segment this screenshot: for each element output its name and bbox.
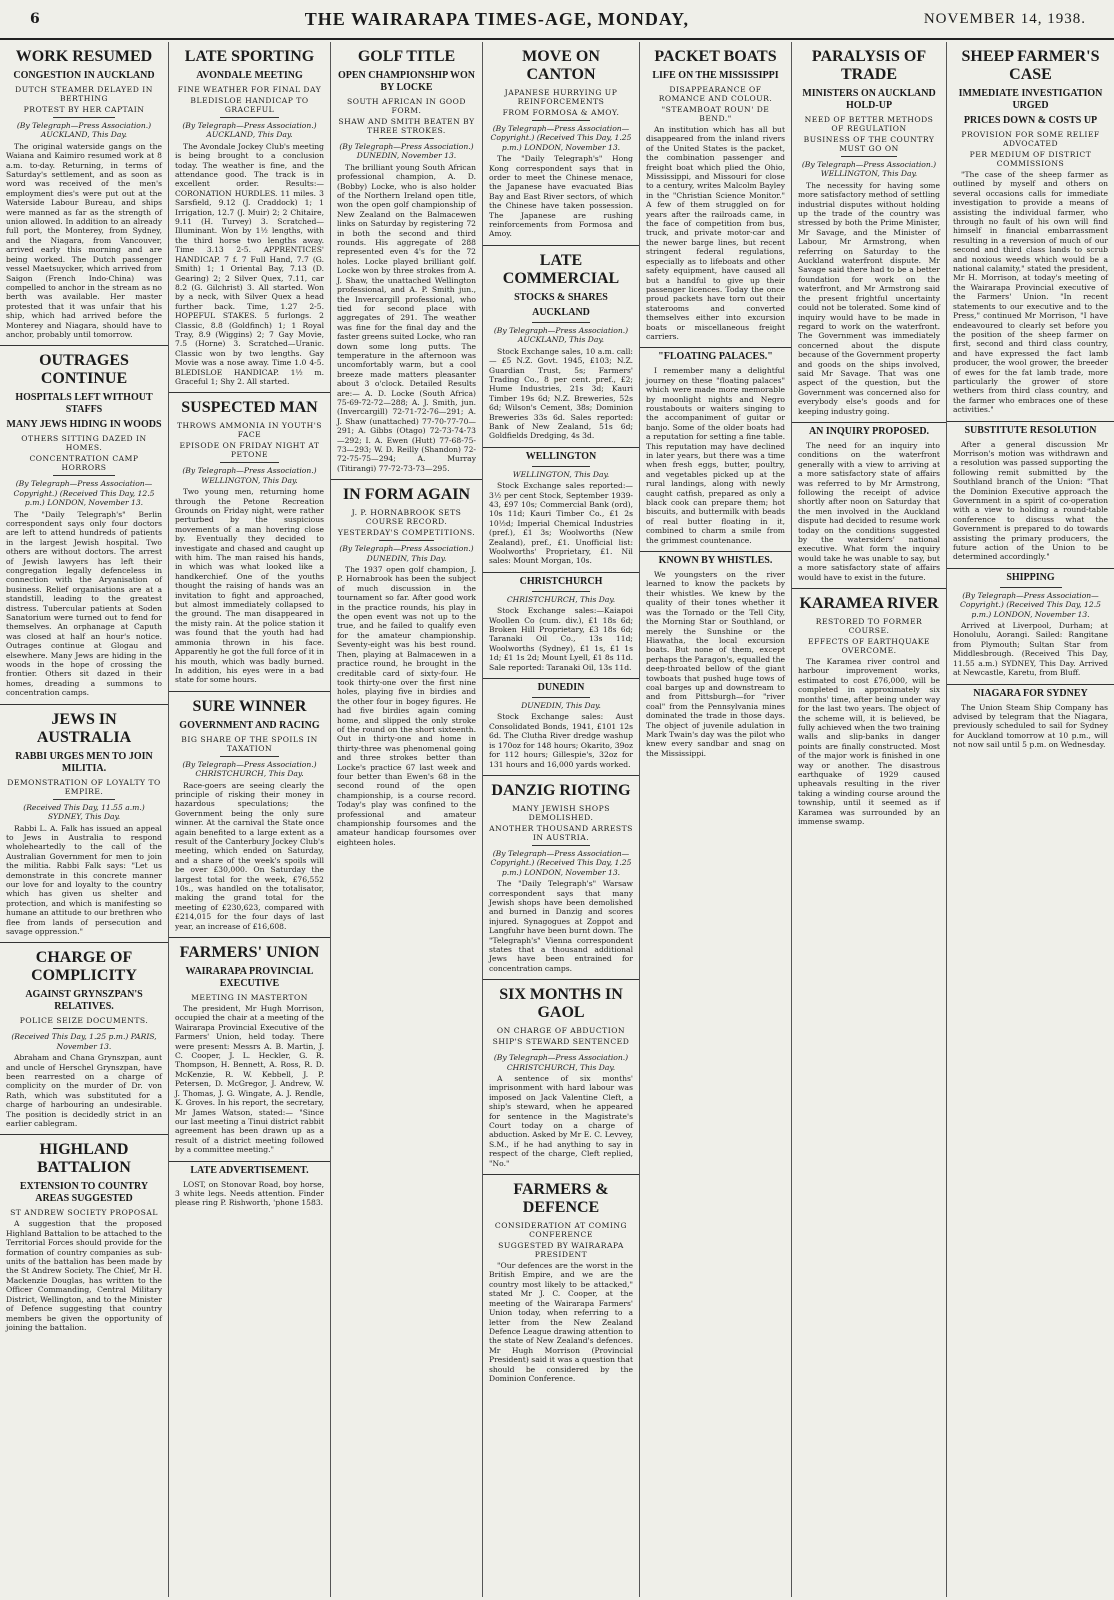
article — [953, 684, 1108, 750]
columns-container — [0, 42, 1114, 1600]
headline: IN FORM AGAIN — [342, 486, 471, 504]
headline: CHARGE OF COMPLICITY — [31, 949, 137, 985]
deck: DISAPPEARANCE OF ROMANCE AND COLOUR. — [658, 85, 773, 103]
headline: LATE COMMERCIAL — [502, 251, 620, 287]
dateline: (By Telegraph—Press Association.) CHRISTCHURCH, This Day. — [182, 759, 317, 779]
article-body: The "Daily Telegraph's" Hong Kong correspondent says that in order to meet the Chinese menace, the Japanese have evacuated Bias Bay and East River sectors, of which the Chinese have taken possession. The Japanese are rushing reinforcements from Formosa and Amoy. — [489, 154, 633, 239]
article-body: Stock Exchange sales, 10 a.m. call:— £5 N.Z. Govt. 1945, £103; N.Z. Guardian Trust, 5s; Farmers' Trading Co., 8 per cent. pref., £2; Hume Industries, 21s 3d; Kauri Timber 19s 6d; N.Z. Breweries, 52s 6d; Wilson's Cement, 38s; Dominion Breweries 33s 6d. Sales reported: Bank of New Zealand, 51s 6d; Goldfields Dredging, 4s 3d. — [489, 346, 633, 441]
article-divider — [0, 1134, 168, 1135]
deck-secondary: BLEDISLOE HANDICAP TO GRACEFUL — [190, 96, 309, 114]
dateline: (By Telegraph—Press Association.) CHRISTCHURCH, This Day. — [493, 1053, 629, 1072]
article — [489, 245, 633, 441]
article — [953, 568, 1108, 678]
rule — [53, 799, 115, 800]
deck-secondary: CONCENTRATION CAMP HORRORS — [29, 454, 139, 473]
dateline: (By Telegraph—Press Association—Copyright.) (Received This Day, 1.25 p.m.) LONDON, November 13. — [490, 124, 632, 152]
dateline: (Received This Day, 11.55 a.m.) SYDNEY, This Day. — [23, 802, 145, 822]
article-divider — [792, 422, 946, 423]
dateline: (By Telegraph—Press Association.) AUCKLAND, This Day. — [493, 325, 629, 345]
article — [6, 704, 162, 937]
article — [489, 979, 633, 1168]
dateline: (By Telegraph—Press Association.) DUNEDIN, November 13. — [339, 142, 474, 161]
dateline: (By Telegraph—Press Association—Copyright.) (Received This Day, 12.5 p.m.) LONDON, November 13. — [960, 590, 1101, 619]
deck: PROVISION FOR SOME RELIEF ADVOCATED — [961, 130, 1100, 148]
deck: JAPANESE HURRYING UP REINFORCEMENTS — [504, 88, 618, 106]
headline: GOLF TITLE — [357, 48, 456, 65]
article-divider — [0, 345, 168, 346]
headline: PARALYSIS OF TRADE — [811, 48, 927, 83]
subheadline: LATE ADVERTISEMENT. — [190, 1164, 309, 1176]
headline: SUSPECTED MAN — [181, 399, 318, 417]
article — [337, 48, 476, 473]
article-divider — [640, 347, 791, 348]
subheadline: WELLINGTON — [525, 450, 597, 462]
dateline: (By Telegraph—Press Association—Copyright.) (Received This Day, 12.5 p.m.) LONDON, November 13. — [13, 479, 155, 508]
deck: ST ANDREW SOCIETY PROPOSAL — [10, 1208, 158, 1218]
deck-secondary: SHIP'S STEWARD SENTENCED — [492, 1037, 630, 1047]
headline: FARMERS & DEFENCE — [513, 1181, 609, 1217]
subheadline: IMMEDIATE INVESTIGATION URGED — [958, 88, 1103, 111]
subheadline: EXTENSION TO COUNTRY AREAS SUGGESTED — [19, 1181, 149, 1205]
headline: OUTRAGES CONTINUE — [39, 352, 129, 388]
article — [489, 48, 633, 239]
article-divider — [483, 245, 639, 246]
article-body: "The case of the sheep farmer as outlined by myself and others on several occasions calls for immediate investigation to provide a means of assisting the individual farmer, who through no fault of his own will find himself in financial embarrassment resulting in a reversion of much of our second and third class lands to scrub and noxious weeds which would be a national calamity," stated the president, Mr H. Morrison, at today's meeting of the Wairarapa Provincial executive of the Farmers' Union. "In recent statements to our executive and to the Press," continued Mr Morrison, "I have endeavoured to clearly set before you the position of the sheep farmer on first, second and third class country, and have expressed the fact lamb producer, the wool grower, the breeder of ewes for the fat lamb trade, more particularly the grower of store wethers from third class country, and the farmer who embraces one of these activities." — [953, 170, 1108, 415]
deck-secondary: PROTEST BY HER CAPTAIN — [23, 105, 145, 114]
dateline: (By Telegraph—Press Association—Copyright.) (Received This Day, 1.25 p.m.) LONDON, November 13. — [490, 848, 632, 877]
dateline: (By Telegraph—Press Association.) AUCKLAND, This Day. — [16, 121, 152, 140]
headline: MOVE ON CANTON — [522, 48, 600, 83]
article-body: The Karamea river control and harbour improvement works, estimated to cost £76,000, will be completed in approximately six months' time, after being under way for the last two years. The object of the scheme will, it is believed, be fully achieved when the two training walls and slip-banks in danger points are finally constructed. Most of the major work is finished in one way or another. The disastrous earthquake of 1929 caused upheavals resulting in the river taking a winding course around the township, until it seemed as if Karamea was surrounded by an immense swamp. — [798, 657, 940, 826]
headline: SURE WINNER — [192, 697, 307, 715]
column-7 — [946, 42, 1114, 1597]
article-body: After a general discussion Mr Morrison's motion was withdrawn and a resolution was passed supporting the following remit submitted by the Southland branch of the Union: "That the Dominion Executive approach the Government in a spirit of co-operation with a view to holding a round-table conference to discuss what the Government is prepared to do towards assisting the primary producers, the future action of the Union to be determined accordingly." — [953, 439, 1108, 562]
subheadline-secondary: PRICES DOWN & COSTS UP — [963, 115, 1098, 126]
article-divider — [483, 678, 639, 679]
article — [489, 447, 633, 566]
deck-secondary: SHAW AND SMITH BEATEN BY THREE STROKES. — [338, 117, 475, 135]
column-4 — [482, 42, 639, 1597]
article-body: The "Daily Telegraph's" Warsaw correspondent says that many Jewish shops have been demolished and burned in Danzig and scores injured. Synagogues at Zoppot and Langfuhr have been burnt down. The "Telegraph's" Vienna correspondent states that a thousand additional Jews have been entrained for concentration camps. — [489, 879, 633, 973]
article — [175, 392, 324, 684]
article-body: Arrived at Liverpool, Durham; at Honolulu, Aorangi. Sailed: Rangitane from Plymouth; Sultan Star from Middlesbrough. (Received This Day, 11.55 a.m.) SYDNEY, This Day. Arrived at Newcastle, Karetu, from Bluff. — [953, 621, 1108, 678]
article — [646, 48, 785, 341]
subheadline: "FLOATING PALACES." — [658, 351, 773, 363]
article-body: The need for an inquiry into conditions on the waterfront generally with a view to arriving at a more satisfactory state of affairs was referred to by Mr Armstrong, following the receipt of advice shortly after noon on Saturday that the men involved in the Auckland dispute had decided to resume work today on the conditions suggested by the watersiders' national executive. What form the inquiry would take he was unable to say, but a more satisfactory state of affairs would have to exist in the future. — [798, 440, 940, 582]
article-divider — [0, 942, 168, 943]
article-divider — [169, 937, 330, 938]
masthead-date: NOVEMBER 14, 1938. — [923, 10, 1086, 27]
article — [6, 942, 162, 1128]
rule — [220, 462, 280, 463]
article-body: The "Daily Telegraph's" Berlin correspondent says only four doctors are left to attend hundreds of patients in the largest Jewish hospital. Two others are without doctors. The arrest of Jewish lawyers has left their congregation legally defenceless in connection with the Aryanisation of business. Relief organisations are at a standstill, leading to the greatest distress. Tubercular patients at Soden Sanatorium were turned out to fend for themselves. An orphanage at Caputh was closed at half an hour's notice. Outrages continue at Glogau and elsewhere. Many Jews are hiding in the woods in the hope of crossing the frontier. Others sit dazed in their homes, dreading a summons to concentration camps. — [6, 509, 162, 698]
subheadline: CONGESTION IN AUCKLAND — [13, 70, 155, 81]
subheadline: LIFE ON THE MISSISSIPPI — [652, 70, 779, 81]
rule — [53, 1028, 115, 1029]
dateline: DUNEDIN, This Day. — [521, 701, 601, 711]
deck-secondary: "STEAMBOAT ROUN' DE BEND." — [661, 105, 770, 123]
rule — [841, 156, 898, 157]
subheadline: GOVERNMENT AND RACING — [179, 719, 320, 731]
headline: JEWS IN AUSTRALIA — [36, 710, 132, 746]
article — [646, 347, 785, 545]
subheadline: WAIRARAPA PROVINCIAL EXECUTIVE — [185, 966, 314, 990]
article-divider — [947, 684, 1114, 685]
rule — [220, 117, 280, 118]
masthead — [0, 0, 1114, 40]
rule — [53, 117, 115, 118]
column-6 — [791, 42, 946, 1597]
article — [953, 48, 1108, 415]
column-3 — [330, 42, 482, 1597]
article-body: LOST, on Stonovar Road, boy horse, 3 white legs. Needs attention. Finder please ring P. Rishworth, 'phone 1583. — [175, 1179, 324, 1208]
rule — [1000, 587, 1062, 588]
article-body: The original waterside gangs on the Waiana and Kaimiro resumed work at 8 a.m. to-day. Returning, in terms of Saturday's settlement, and as soon as word was received of the men's employment dies's were put out at the Waterside Labour Bureau, and ships were manned as far as the strength of union allowed. In addition to an already full port, the Monterey, from Sydney, and the Niagara, from Vancouver, arrived early this morning and are being worked. The Dutch passenger vessel Maetsuycker, which arrived from Saigon (French Indo-China) was compelled to anchor in the stream as no berth was available. Her master protested that it was unfair that his ship, which had arrived before the Monterey and Niagara, should have to anchor, probably until tomorrow. — [6, 141, 162, 339]
article — [489, 1174, 633, 1383]
article-body: Abraham and Chana Grynszpan, aunt and uncle of Herschel Grynszpan, have been rearrested on a charge of complicity on the murder of Dr. von Rath, which was substituted for a charge of harbouring an undesirable. The position is decidedly strict in an earlier cablegram. — [6, 1053, 162, 1129]
headline: SIX MONTHS IN GAOL — [499, 986, 623, 1022]
deck-secondary: SUGGESTED BY WAIRARAPA PRESIDENT — [498, 1241, 624, 1260]
subheadline: NIAGARA FOR SYDNEY — [973, 687, 1088, 699]
article — [175, 937, 324, 1155]
headline: HIGHLAND BATTALION — [37, 1141, 131, 1177]
article-body: "Our defences are the worst in the British Empire, and we are the country most likely to be attacked," stated Mr J. C. Cooper, at the meeting of the Wairarapa Farmers' Union today, when referring to a letter from the New Zealand Defence League drawing attention to the state of New Zealand's defences. Mr Hugh Morrison (Provincial President) said it was a question that should be considered by the Dominion Conference. — [489, 1261, 633, 1383]
article-body: Stock Exchange sales reported:—3½ per cent Stock, September 1939-43, £97 10s; Commercial Bank (ord), 10s 11d; Kauri Timber Co., £1 2s 10½d; Imperial Chemical Industries (pref.), £1 3s; Woolworths (New Zealand), pref., £1. Unofficial list: Woolworths' Proprietary, £1. Nil sales: Mount Morgan, 10s. — [489, 481, 633, 566]
subheadline: AN INQUIRY PROPOSED. — [808, 425, 930, 437]
article-divider — [640, 551, 791, 552]
deck: DEMONSTRATION OF LOYALTY TO EMPIRE. — [7, 777, 161, 796]
dateline: (By Telegraph—Press Association.) WELLINGTON, This Day. — [801, 160, 937, 179]
deck: J. P. HORNABROOK SETS COURSE RECORD. — [351, 508, 462, 527]
subheadline: OPEN CHAMPIONSHIP WON BY LOCKE — [337, 70, 476, 93]
deck-secondary: FROM FORMOSA & AMOY. — [502, 108, 620, 117]
article-body: Two young men, returning home through the Petone Recreation Grounds on Friday night, were rather perturbed by the suspicious movements of a man hovering close by. Eventually they decided to investigate and chased and caught up with him. The man raised his hands, in which was what looked like a handkerchief. One of the youths thought the raising of hands was an invitation to fight and approached, but almost immediately collapsed to the ground. The man disappeared in the misty rain. At the police station it was found that the youth had had ammonia thrown in his face. Apparently he got the full force of it in his mouth, which was badly burned. In addition, his eyes were in a bad state for some hours. — [175, 487, 324, 685]
rule — [379, 540, 435, 541]
subheadline: SUBSTITUTE RESOLUTION — [964, 424, 1097, 436]
subheadline: STOCKS & SHARES — [514, 291, 608, 303]
article-body: A suggestion that the proposed Highland Battalion to be attached to the Territorial Forces should provide for the formation of country companies as sub-units of the battalion has been made by the St Andrew Society. The Chief, Mr H. Mackenzie Douglas, has written to the Officer Commanding, Central Military District, Wellington, and to the Minister of Defence suggesting that country members be given the opportunity of joining the battalion. — [6, 1219, 162, 1332]
article-divider — [792, 588, 946, 589]
headline: KARAMEA RIVER — [799, 595, 939, 613]
article-divider — [483, 572, 639, 573]
article-body: Stock Exchange sales: Aust Consolidated Bonds, 1941, £101 12s 6d. The Clutha River dredge washup is 170oz for 148 hours; Okarito, 39oz for 112 hours; Gillespie's, 32oz for 131 hours and 16,000 yards worked. — [489, 712, 633, 769]
article — [798, 588, 940, 826]
article-body: Stock Exchange sales:—Kaiapoi Woollen Co (cum. div.), £1 18s 6d; Broken Hill Proprietary, £3 18s 6d; Taranaki Oil Co., 13s 11d; Woolworths (Sydney), £1 1s, £1 1s 1d; £1 1s 2d; Mount Lyell, £1 8s 11d. Sale reported: Taranaki Oil, 13s 11d. — [489, 606, 633, 672]
article — [175, 691, 324, 931]
headline: PACKET BOATS — [654, 48, 777, 65]
headline: WORK RESUMED — [15, 48, 153, 65]
deck: ON CHARGE OF ABDUCTION — [496, 1026, 626, 1036]
article-divider — [169, 392, 330, 393]
deck: RESTORED TO FORMER COURSE. — [815, 617, 923, 636]
subheadline: RABBI URGES MEN TO JOIN MILITIA. — [15, 750, 153, 774]
page-number: 6 — [30, 11, 40, 27]
deck-secondary: ANOTHER THOUSAND ARRESTS IN AUSTRIA. — [489, 823, 633, 842]
dateline: CHRISTCHURCH, This Day. — [506, 594, 616, 604]
subheadline: HOSPITALS LEFT WITHOUT STAFFS — [15, 392, 153, 416]
deck-secondary: YESTERDAY'S COMPETITIONS. — [337, 528, 476, 538]
masthead-title: THE WAIRARAPA TIMES-AGE, MONDAY, — [304, 8, 690, 29]
article — [6, 48, 162, 339]
article-divider — [0, 704, 168, 705]
article — [175, 1161, 324, 1208]
article-body: A sentence of six months' imprisonment with hard labour was imposed on Jack Valentine Cleft, a ship's steward, when he appeared for sentence in the Magistrate's Court today on a charge of abduction. Asked by Mr E. C. Levvey, S.M., if he had anything to say in respect of the charge, Cleft replied, "No." — [489, 1074, 633, 1168]
article-body: The Avondale Jockey Club's meeting is being brought to a conclusion today. The weather is fine, and the attendance good. The track is in excellent order. Results:— CORONATION HURDLES. 11 miles. 3 Sarsfield, 9.12 (J. Craddock) 1; 1 Irrigation, 12.7 (J. Muir) 2; 2 Chitaire, 9.11 (H. Turvey) 3. Scratched—Illuminant. Won by 1½ lengths, with the third horse two lengths away. Time 3.13 2-5. APPRENTICES' HANDICAP. 7 f. 7 Full Hand, 7.7 (G. Smith) 1; 1 Oriental Bay, 7.13 (D. Gearing) 2; 2 Silver Quex, 7.11, car 8.2 (G. Gilchrist) 3. All started. Won by a neck, with Silver Quex a head further back. Time, 1.27 2-5. HOPEFUL STAKES. 5 furlongs. 2 Classic, 8.8 (Goldfinch) 1; 1 Royal Tray, 8.9 (Wiggins) 2; 7 Gay Movie, 7.5 (Horne) 3. Scratched—Uranic. Classic won by two lengths. Gay Movie was a nose away. Time 1.0 4-5. BLEDISLOE HANDICAP. 1½ m. Graceful 1; Shy 2. All started. — [175, 141, 324, 386]
article — [6, 1134, 162, 1332]
article — [175, 48, 324, 386]
deck: MANY JEWISH SHOPS DEMOLISHED. — [512, 803, 610, 822]
subheadline: KNOWN BY WHISTLES. — [658, 555, 773, 567]
headline: DANZIG RIOTING — [491, 781, 631, 799]
rule — [532, 697, 590, 698]
dateline: WELLINGTON, This Day. — [512, 469, 610, 479]
article-body: The brilliant young South African professional champion, A. D. (Bobby) Locke, who is also holder of the Northern Ireland open title, won the open golf championship of New Zealand on the Balmacewen links on Saturday by registering 72 in both the second and third rounds. His aggregate of 288 represented even 4's for the 72 holes. Locke played brilliant golf. Locke won by three strokes from A. J. Shaw, the unattached Wellington professional, and A. P. Smith jun., the Invercargill professional, who tied for second place with aggregates of 291. The weather was fine for the final day and the faster greens suited Locke, who ran down some long putts. The temperature in the afternoon was uncomfortably warm, but a cool breeze made matters pleasanter about 3 o'clock. Detailed Results are:— A. D. Locke (South Africa) 75-69-72-72—288; A. J. Smith, jun. (Invercargill) 72-71-72-76—291; A. J. Shaw (unattached) 77-70-77-70—291; A. Gibbs (Otago) 72-73-74-73—292; I. A. Ewen (Hutt) 77-68-75-73—293; W. D. Reilly (Shandon) 72-72-75-75—294; A. Murray (Titirangi) 77-72-73-73—295. — [337, 162, 476, 473]
article — [6, 345, 162, 697]
article — [646, 551, 785, 758]
subheadline: CHRISTCHURCH — [519, 575, 603, 587]
deck: SOUTH AFRICAN IN GOOD FORM. — [347, 97, 466, 115]
column-1 — [0, 42, 168, 1597]
headline: SHEEP FARMER'S CASE — [961, 48, 1100, 83]
deck-secondary: PER MEDIUM OF DISTRICT COMMISSIONS — [969, 150, 1092, 168]
dateline: (By Telegraph—Press Association.) WELLINGTON, This Day. — [182, 466, 317, 485]
deck: DUTCH STEAMER DELAYED IN BERTHING — [15, 85, 153, 103]
rule — [53, 475, 115, 476]
subheadline: SHIPPING — [1006, 571, 1055, 583]
rule — [532, 120, 590, 121]
article-divider — [169, 691, 330, 692]
article-body: Rabbi L. A. Falk has issued an appeal to Jews in Australia to respond wholeheartedly to the call of the Australian Government for men to join the militia. Rabbi Falk says: "Let us demonstrate in this concrete manner our love for and loyalty to the country which has given us shelter and protection, and which is manifesting so humane an attitude to our brethren who flee from lands of persecution and savage oppression." — [6, 823, 162, 936]
article-divider — [947, 568, 1114, 569]
deck: THROWS AMMONIA IN YOUTH'S FACE — [176, 421, 323, 440]
deck: POLICE SEIZE DOCUMENTS. — [19, 1016, 149, 1026]
article-divider — [483, 447, 639, 448]
subheadline-secondary: AUCKLAND — [532, 306, 590, 318]
dateline: (By Telegraph—Press Association.) DUNEDIN, This Day. — [339, 544, 474, 563]
rule — [220, 756, 280, 757]
rule — [532, 591, 590, 592]
article-body: The necessity for having some more satisfactory method of settling industrial disputes without holding up the trade of the country was stressed by both the Prime Minister, Mr Savage, and the Minister of Labour, Mr Armstrong, when referring on Saturday to the Auckland waterfront dispute. Mr Savage said there had to be a better foundation for work on the waterfront, and Mr Armstrong said the present frightful uncertainty could not be tolerated. Some kind of inquiry would have to be made in regard to work on the waterfront. The Government was immediately concerned about the dispute because of the Government property and goods on the ships involved, said Mr Savage. That was one aspect of the question, but the Government was concerned also for everybody else's goods and for keeping industry going. — [798, 180, 940, 416]
article — [798, 48, 940, 416]
rule — [379, 138, 435, 139]
rule — [532, 845, 590, 846]
article-body: The 1937 open golf champion, J. P. Hornabrook has been the subject of much discussion in the tournament so far. After good work in the practice rounds, his play in the open event was not up to the true, and he failed to qualify even for the amateur championship. Seventy-eight was his best round. Then, playing at Balmacewen in a practice round, he brought in the creditable card of sixty-four. He took thirty-one over the first nine holes, playing five in birdies and the other four in bogey figures. He had five birdies again coming home, and slipped the only stroke of the round on the short sixteenth. Out in thirty-one and home in thirty-three was phenomenal going and three strokes better than Locke's practice 67 last week and four better than Ewen's 68 in the second round of the open championship, is a course record. Today's play was confined to the professional and amateur championship foursomes and the amateur handicap foursomes over eighteen holes. — [337, 565, 476, 847]
article-body: We youngsters on the river learned to know the packets by their whistles. We knew by the quality of their tones whether it was the Tornado or the Tell City, the Morning Star or Southland, or merely the Sunshine or the Hiawatha, the local excursion boats. But none of them, except perhaps the Paragon's, equalled the deep-throated bellow of the giant towboats that pushed huge tows of coal barges up and downstream to and from Pittsburgh—for "river coal" from the Pennsylvania mines dominated the trade in those days. The object of juvenile adulation in Mark Twain's day was the pilot who knew every sandbar and snag on the Mississippi. — [646, 570, 785, 758]
article-divider — [169, 1161, 330, 1162]
deck-secondary: EFFECTS OF EARTHQUAKE OVERCOME. — [808, 637, 930, 656]
dateline: (By Telegraph—Press Association.) AUCKLAND, This Day. — [182, 121, 317, 140]
article — [337, 479, 476, 847]
article-body: Race-goers are seeing clearly the principle of risking their money in hazardous speculations; the Government being the only sure winner. At the carnival the State once again benefited to a large extent as a result of the Canterbury Jockey Club's meeting, which ended on Saturday, and a share of the week's spoils will be over £30,000. On Saturday the largest total for the week, £76,552 10s., was handled on the totalisator, making the grand total for the meeting of £230,623, compared with £214,015 for the four days of last year, an increase of £16,608. — [175, 780, 324, 931]
subheadline: DUNEDIN — [537, 682, 585, 694]
deck-secondary: EPISODE ON FRIDAY NIGHT AT PETONE — [179, 441, 320, 460]
rule — [532, 322, 590, 323]
subheadline: AVONDALE MEETING — [196, 70, 303, 81]
article-divider — [483, 1174, 639, 1175]
article-body: The president, Mr Hugh Morrison, occupied the chair at a meeting of the Wairarapa Provincial Executive of the Farmers' Union, held today. There were present: Messrs A. B. Martin, J. C. Cooper, J. L. Heckler, G. R. Thompson, H. Bennett, A. Ross, R. D. McKenzie, R. W. Kebbell, J. P. Petersen, D. McGregor, J. Andrew, W. J. Thomas, J. G. Wingate, A. J. Rendle, K. Groves. In his report, the secretary, Mr James Watson, stated:— "Since our last meeting a Tinui district rabbit agreement has been drawn up as a result of a district meeting followed by a committee meeting." — [175, 1004, 324, 1155]
dateline: (Received This Day, 1.25 p.m.) PARIS, November 13. — [11, 1032, 157, 1051]
column-2 — [168, 42, 330, 1597]
article-divider — [483, 979, 639, 980]
article — [489, 572, 633, 672]
subheadline: MINISTERS ON AUCKLAND HOLD-UP — [802, 88, 936, 111]
headline: LATE SPORTING — [184, 48, 315, 65]
rule — [532, 1049, 590, 1050]
subheadline-secondary: MANY JEWS HIDING IN WOODS — [6, 419, 162, 431]
article — [798, 422, 940, 582]
deck: FINE WEATHER FOR FINAL DAY — [177, 85, 322, 94]
article-divider — [331, 479, 482, 480]
deck: CONSIDERATION AT COMING CONFERENCE — [494, 1221, 628, 1240]
headline: FARMERS' UNION — [179, 944, 320, 962]
article-body: An institution which has all but disappeared from the inland rivers of the United States is the packet, the combination passenger and freight boat which plied the Ohio, Mississippi, and Missouri for close to a century, writes Malcolm Bayley in the "Christian Science Monitor." A few of them struggled on for years after the railroads came, in the face of competition from bus, truck, and private motor-car and the newer barge lines, but recent stringent federal regulations, especially as to lifeboats and other safety equipment, have caused all but a handful to give up their passenger licences. Today the once proud packets have torn out their staterooms and converted themselves either into excursion boats or miscellaneous freight carriers. — [646, 125, 785, 341]
article-divider — [483, 775, 639, 776]
deck-secondary: BUSINESS OF THE COUNTRY MUST GO ON — [803, 135, 935, 153]
deck: OTHERS SITTING DAZED IN HOMES. — [21, 434, 147, 453]
article-body: The Union Steam Ship Company has advised by telegram that the Niagara, previously scheduled to sail for Sydney for Auckland tomorrow at 10 p.m., will not now sail until 5 p.m. on Wednesday. — [953, 702, 1108, 750]
subheadline: AGAINST GRYNSZPAN'S RELATIVES. — [25, 989, 143, 1013]
article-divider — [947, 421, 1114, 422]
article — [953, 421, 1108, 562]
article — [489, 678, 633, 769]
article — [489, 775, 633, 973]
deck: NEED OF BETTER METHODS OF REGULATION — [804, 115, 934, 133]
column-5 — [639, 42, 791, 1597]
deck: BIG SHARE OF THE SPOILS IN TAXATION — [181, 734, 318, 753]
rule — [532, 466, 590, 467]
deck: MEETING IN MASTERTON — [191, 993, 308, 1003]
article-body: I remember many a delightful journey on these "floating palaces" which were made more memorable by moonlight nights and Negro roustabouts or waiters singing to the accompaniment of guitar or banjo. Some of the older boats had a reputation for setting a fine table. This reputation may have declined in later years, but there was a time when fresh eggs, butter, poultry, and vegetables picked up at the rural landings, along with newly caught catfish, prepared as only a black cook can prepare them; hot biscuits, and buttermilk with beads of real butter floating in it, combined to charm a smile from the grimmest countenance. — [646, 366, 785, 545]
